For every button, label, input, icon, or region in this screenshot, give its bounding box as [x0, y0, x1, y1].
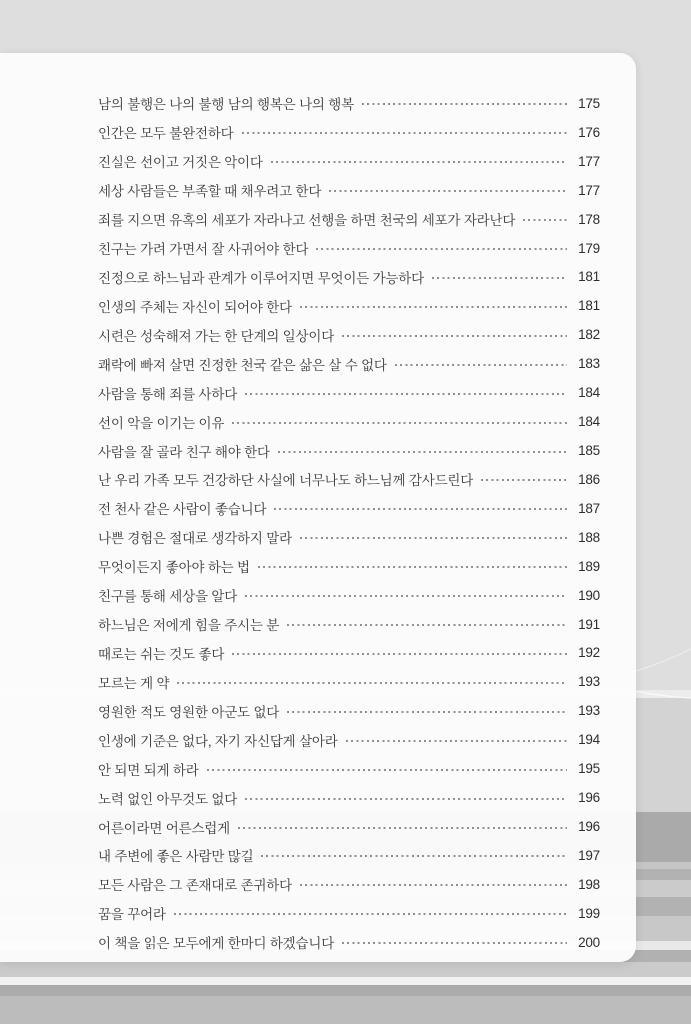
- toc-entry: [98, 870, 600, 899]
- toc-entry-page-number: 192: [578, 645, 600, 661]
- toc-entry-title: 죄를 지으면 유혹의 세포가 자라나고 선행을 하면 천국의 세포가 자라난다: [98, 213, 516, 229]
- toc-entry-page-number: 184: [578, 385, 600, 401]
- toc-entry-page-number: 190: [578, 587, 600, 603]
- toc-entry: [98, 494, 600, 523]
- toc-entry-title: 사람을 통해 죄를 사하다: [98, 386, 238, 402]
- toc-entry-page-number: 186: [578, 471, 600, 487]
- dot-leader: [300, 537, 567, 539]
- toc-entry: [98, 320, 600, 349]
- toc-entry-page-number: 196: [578, 790, 600, 806]
- dot-leader: [242, 132, 567, 134]
- toc-entry: [98, 725, 600, 754]
- toc-entry-title: 영원한 적도 영원한 아군도 없다: [98, 704, 280, 720]
- toc-entry-title: 무엇이든지 좋아야 하는 법: [98, 560, 250, 576]
- toc-entry: [98, 176, 600, 205]
- toc-entry: [98, 234, 600, 263]
- toc-entry: [98, 783, 600, 812]
- toc-entry: [98, 407, 600, 436]
- dot-leader: [271, 161, 567, 163]
- dot-leader: [274, 508, 567, 510]
- dot-leader: [300, 884, 567, 886]
- toc-entry-title: 꿈을 꾸어라: [98, 907, 166, 923]
- dot-leader: [342, 942, 567, 944]
- toc-entry-page-number: 183: [578, 356, 600, 372]
- toc-entry-title: 선이 악을 이기는 이유: [98, 415, 225, 431]
- toc-entry: [98, 696, 600, 725]
- toc-entry-title: 모든 사람은 그 존재대로 존귀하다: [98, 878, 292, 894]
- toc-entry: [98, 291, 600, 320]
- toc-entry: [98, 378, 600, 407]
- toc-entry: [98, 812, 600, 841]
- toc-entry-page-number: 177: [578, 182, 600, 198]
- toc-entry-title: 인간은 모두 불완전하다: [98, 126, 234, 142]
- toc-entry: [98, 639, 600, 668]
- background-stripe: [0, 977, 691, 985]
- dot-leader: [316, 248, 567, 250]
- toc-entry-page-number: 196: [578, 819, 600, 834]
- toc-entry-title: 나쁜 경험은 절대로 생각하지 말라: [98, 531, 292, 547]
- toc-entry-title: 인생의 주체는 자신이 되어야 한다: [98, 299, 292, 315]
- toc-entry: [98, 899, 600, 928]
- toc-entry-page-number: 175: [578, 95, 600, 111]
- dot-leader: [362, 103, 567, 105]
- toc-entry: [98, 552, 600, 581]
- toc-entry: [98, 147, 600, 176]
- toc-entry: [98, 465, 600, 494]
- dot-leader: [287, 624, 567, 626]
- toc-entry-title: 진실은 선이고 거짓은 악이다: [98, 155, 263, 171]
- toc-entry-page-number: 181: [578, 298, 600, 314]
- dot-leader: [329, 190, 567, 192]
- dot-leader: [245, 798, 567, 800]
- toc-entry-title: 사람을 잘 골라 친구 해야 한다: [98, 444, 270, 460]
- dot-leader: [177, 682, 567, 684]
- toc-entry-title: 인생에 기준은 없다, 자기 자신답게 살아라: [98, 733, 338, 749]
- dot-leader: [346, 740, 567, 742]
- toc-entry: [98, 205, 600, 234]
- toc-entry: [98, 928, 600, 957]
- toc-entry: [98, 841, 600, 870]
- toc-entry: [98, 118, 600, 147]
- table-of-contents: [98, 89, 600, 957]
- toc-entry-page-number: 193: [578, 703, 600, 719]
- toc-entry-title: 하느님은 저에게 힘을 주시는 분: [98, 618, 280, 634]
- toc-entry-title: 내 주변에 좋은 사람만 많길: [98, 849, 254, 865]
- dot-leader: [342, 335, 567, 337]
- toc-entry-page-number: 197: [578, 847, 600, 863]
- toc-entry-page-number: 194: [578, 732, 600, 748]
- dot-leader: [481, 479, 567, 481]
- toc-entry-page-number: 193: [578, 674, 600, 690]
- toc-entry: [98, 89, 600, 118]
- book-page: [0, 53, 636, 962]
- toc-entry-title: 시련은 성숙해져 가는 한 단계의 일상이다: [98, 328, 335, 344]
- dot-leader: [300, 306, 567, 308]
- toc-entry-title: 남의 불행은 나의 불행 남의 행복은 나의 행복: [98, 97, 354, 113]
- dot-leader: [261, 855, 567, 857]
- toc-entry-title: 이 책을 읽은 모두에게 한마디 하겠습니다: [98, 936, 335, 952]
- toc-entry-page-number: 181: [578, 269, 600, 285]
- background-stripe: [0, 985, 691, 996]
- toc-entry: [98, 754, 600, 783]
- toc-entry-page-number: 187: [578, 500, 600, 516]
- background-stripe: [0, 962, 691, 977]
- toc-entry-title: 노력 없인 아무것도 없다: [98, 791, 238, 807]
- background-stripe: [0, 996, 691, 1024]
- dot-leader: [395, 364, 567, 366]
- toc-entry-page-number: 178: [578, 211, 600, 227]
- dot-leader: [523, 219, 567, 221]
- dot-leader: [278, 451, 567, 453]
- toc-entry-page-number: 182: [578, 327, 600, 343]
- toc-entry-title: 진정으로 하느님과 관계가 이루어지면 무엇이든 가능하다: [98, 270, 424, 286]
- toc-entry-page-number: 189: [578, 558, 600, 574]
- dot-leader: [432, 277, 567, 279]
- dot-leader: [258, 566, 567, 568]
- toc-entry-page-number: 176: [578, 124, 600, 140]
- toc-entry-page-number: 185: [578, 443, 600, 459]
- toc-entry-title: 세상 사람들은 부족할 때 채우려고 한다: [98, 184, 322, 200]
- dot-leader: [207, 769, 567, 771]
- toc-entry: [98, 263, 600, 292]
- dot-leader: [287, 711, 567, 713]
- toc-entry-title: 모르는 게 약: [98, 675, 170, 691]
- toc-entry-title: 쾌락에 빠져 살면 진정한 천국 같은 삶은 살 수 없다: [98, 357, 387, 373]
- toc-entry: [98, 523, 600, 552]
- dot-leader: [245, 595, 567, 597]
- toc-entry-page-number: 177: [578, 153, 600, 169]
- dot-leader: [232, 422, 567, 424]
- toc-entry-title: 때로는 쉬는 것도 좋다: [98, 646, 225, 662]
- toc-entry: [98, 436, 600, 465]
- toc-entry: [98, 610, 600, 639]
- toc-entry-title: 친구를 통해 세상을 알다: [98, 589, 238, 605]
- toc-entry-page-number: 195: [578, 761, 600, 777]
- dot-leader: [238, 827, 567, 829]
- toc-entry-page-number: 184: [578, 414, 600, 430]
- toc-entry-page-number: 198: [578, 876, 600, 892]
- toc-entry-page-number: 188: [578, 529, 600, 545]
- toc-entry-page-number: 191: [578, 616, 600, 632]
- toc-entry-title: 친구는 가려 가면서 잘 사귀어야 한다: [98, 242, 309, 258]
- toc-entry: [98, 581, 600, 610]
- toc-entry-title: 안 되면 되게 하라: [98, 762, 199, 778]
- toc-entry-page-number: 200: [578, 934, 600, 950]
- dot-leader: [174, 913, 567, 915]
- toc-entry-title: 난 우리 가족 모두 건강하단 사실에 너무나도 하느님께 감사드린다: [98, 473, 474, 489]
- toc-entry-page-number: 179: [578, 240, 600, 256]
- dot-leader: [232, 653, 567, 655]
- dot-leader: [245, 393, 567, 395]
- toc-entry-page-number: 199: [578, 905, 600, 921]
- toc-entry: [98, 667, 600, 696]
- toc-entry-title: 어른이라면 어른스럽게: [98, 820, 230, 836]
- toc-entry: [98, 349, 600, 378]
- toc-entry-title: 전 천사 같은 사람이 좋습니다: [98, 502, 267, 518]
